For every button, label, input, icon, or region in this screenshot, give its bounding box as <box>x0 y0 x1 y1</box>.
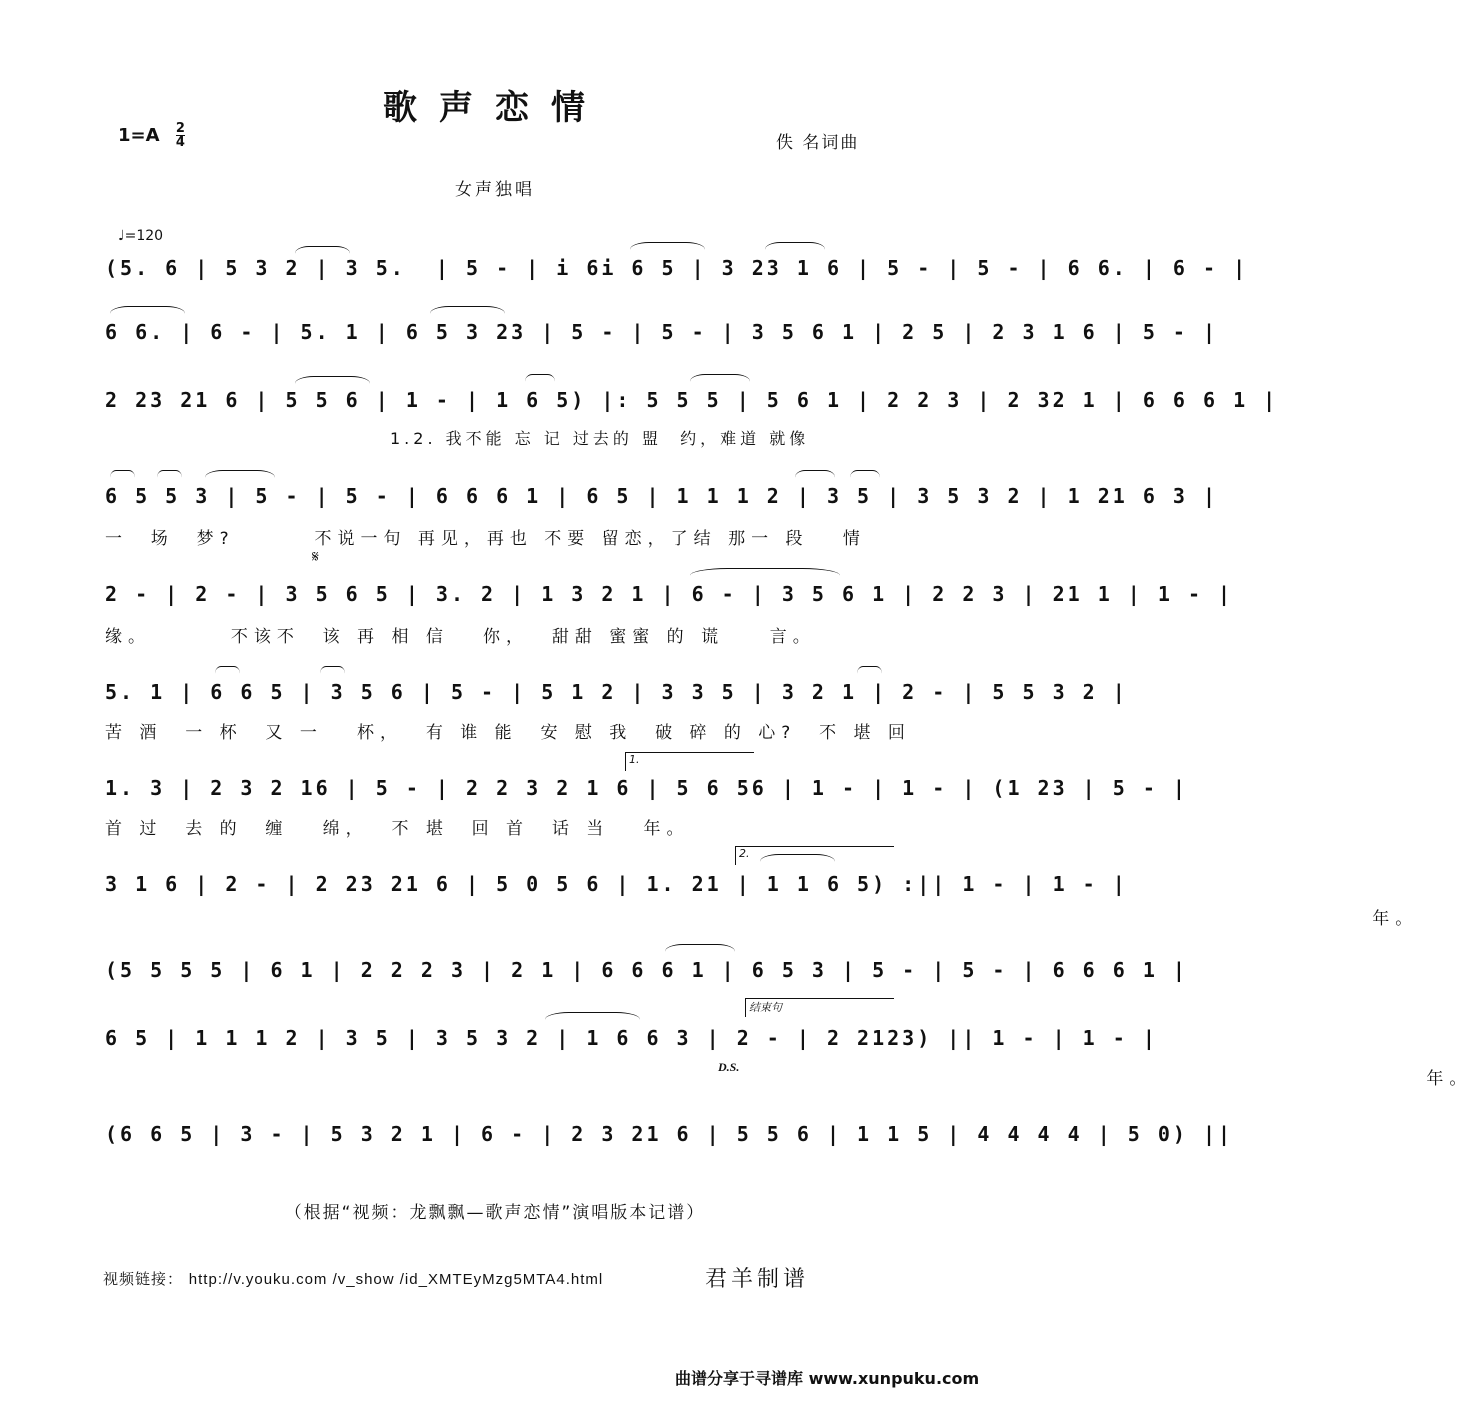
subtitle: 女声独唱 <box>455 180 535 200</box>
notes-line: (6 6 5 | 3 - | 5 3 2 1 | 6 - | 2 3 21 6 | 5 5 6 | 1 1 5 | 4 4 4 4 | 5 0) || <box>105 1122 1234 1146</box>
tie-arc <box>205 470 275 485</box>
video-link-label: 视频链接： <box>103 1270 184 1288</box>
tie-arc <box>110 306 185 321</box>
slur-arc <box>157 470 182 485</box>
source-note: （根据“视频：龙飘飘—歌声恋情”演唱版本记谱） <box>284 1203 706 1223</box>
notes-line: 3 1 6 | 2 - | 2 23 21 6 | 5 0 5 6 | 1. 21 | 1 1 6 5) :|| 1 - | 1 - | <box>105 872 1128 896</box>
key-label: 1=A <box>118 124 160 146</box>
time-bottom: 4 <box>175 135 185 150</box>
notes-line: (5. 6 | 5 3 2 | 3 5. | 5 - | i 6i 6 5 | 3 23 1 6 | 5 - | 5 - | 6 6. | 6 - | <box>105 256 1249 280</box>
lyrics-line: 一 场 梦? 不说一句 再见，再也 不要 留恋，了结 那一 段 情 <box>105 529 866 549</box>
volta-1: 1. <box>625 752 754 771</box>
notes-line: (5 5 5 5 | 6 1 | 2 2 2 3 | 2 1 | 6 6 6 1 | 6 5 3 | 5 - | 5 - | 6 6 6 1 | <box>105 958 1188 982</box>
video-link <box>103 1268 603 1289</box>
notes-line: 5. 1 | 6 6 5 | 3 5 6 | 5 - | 5 1 2 | 3 3 5 | 3 2 1 | 2 - | 5 5 3 2 | <box>105 680 1128 704</box>
lyrics-line: 1.2. 我不能 忘 记 过去的 盟 约，难道 就像 <box>390 429 810 448</box>
notes-line: 2 - | 2 - | 3 5 6 5 | 3. 2 | 1 3 2 1 | 6 - | 3 5 6 1 | 2 2 3 | 21 1 | 1 - | <box>105 582 1234 606</box>
slur-arc <box>795 470 835 485</box>
tie-arc <box>690 568 840 583</box>
signature: 君羊制谱 <box>705 1267 810 1292</box>
slur-arc <box>215 666 240 681</box>
source-footer: 曲谱分享于寻谱库 www.xunpuku.com <box>675 1369 980 1388</box>
slur-arc <box>320 666 345 681</box>
ending-bracket: 结束句 <box>745 998 894 1017</box>
lyrics-line: 缘。 不该不 该 再 相 信 你， 甜甜 蜜蜜 的 谎 言。 <box>105 627 816 647</box>
page-title: 歌声恋情 <box>383 88 607 128</box>
tie-arc <box>760 854 835 869</box>
author: 佚 名词曲 <box>776 133 860 153</box>
notes-line: 2 23 21 6 | 5 5 6 | 1 - | 1 6 5) |: 5 5 5 | 5 6 1 | 2 2 3 | 2 32 1 | 6 6 6 1 | <box>105 388 1279 412</box>
tie-arc <box>665 944 735 959</box>
notes-line: 6 5 5 3 | 5 - | 5 - | 6 6 6 1 | 6 5 | 1 1 1 2 | 3 5 | 3 5 3 2 | 1 21 6 3 | <box>105 484 1219 508</box>
tie-arc <box>295 376 370 391</box>
time-top: 2 <box>175 121 185 136</box>
notes-line: 1. 3 | 2 3 2 16 | 5 - | 2 2 3 2 1 6 | 5 6 56 | 1 - | 1 - | (1 23 | 5 - | <box>105 776 1188 800</box>
time-signature <box>176 122 185 149</box>
tie-arc <box>545 1012 640 1027</box>
lyrics-line: 年。 <box>745 909 1419 929</box>
slur-arc <box>525 374 555 389</box>
tie-arc <box>765 242 825 257</box>
lyrics-line: 首 过 去 的 缠 绵， 不 堪 回 首 话 当 年。 <box>105 819 690 839</box>
volta-2: 2. <box>735 846 894 865</box>
tie-arc <box>430 306 505 321</box>
tie-arc <box>630 242 705 257</box>
slur-arc <box>857 666 882 681</box>
segno-mark: 𝄋 <box>312 547 319 566</box>
notes-line: 6 6. | 6 - | 5. 1 | 6 5 3 23 | 5 - | 5 - | 3 5 6 1 | 2 5 | 2 3 1 6 | 5 - | <box>105 320 1219 344</box>
slur-arc <box>850 470 880 485</box>
lyrics-line: 苦 酒 一 杯 又 一 杯， 有 谁 能 安 慰 我 破 碎 的 心? 不 堪 回 <box>105 723 911 743</box>
lyrics-line: 年。 <box>765 1069 1472 1089</box>
notes-line: 6 5 | 1 1 1 2 | 3 5 | 3 5 3 2 | 1 6 6 3 | 2 - | 2 2123) || 1 - | 1 - | <box>105 1026 1158 1050</box>
tempo-mark: ♩=120 <box>118 228 164 244</box>
slur-arc <box>690 374 750 389</box>
video-link-url[interactable]: http://v.youku.com /v_show /id_XMTEyMzg5MTA4.html <box>188 1271 604 1288</box>
tie-arc <box>295 246 350 261</box>
ds-mark: D.S. <box>718 1060 740 1074</box>
key-signature <box>118 122 185 149</box>
slur-arc <box>110 470 135 485</box>
